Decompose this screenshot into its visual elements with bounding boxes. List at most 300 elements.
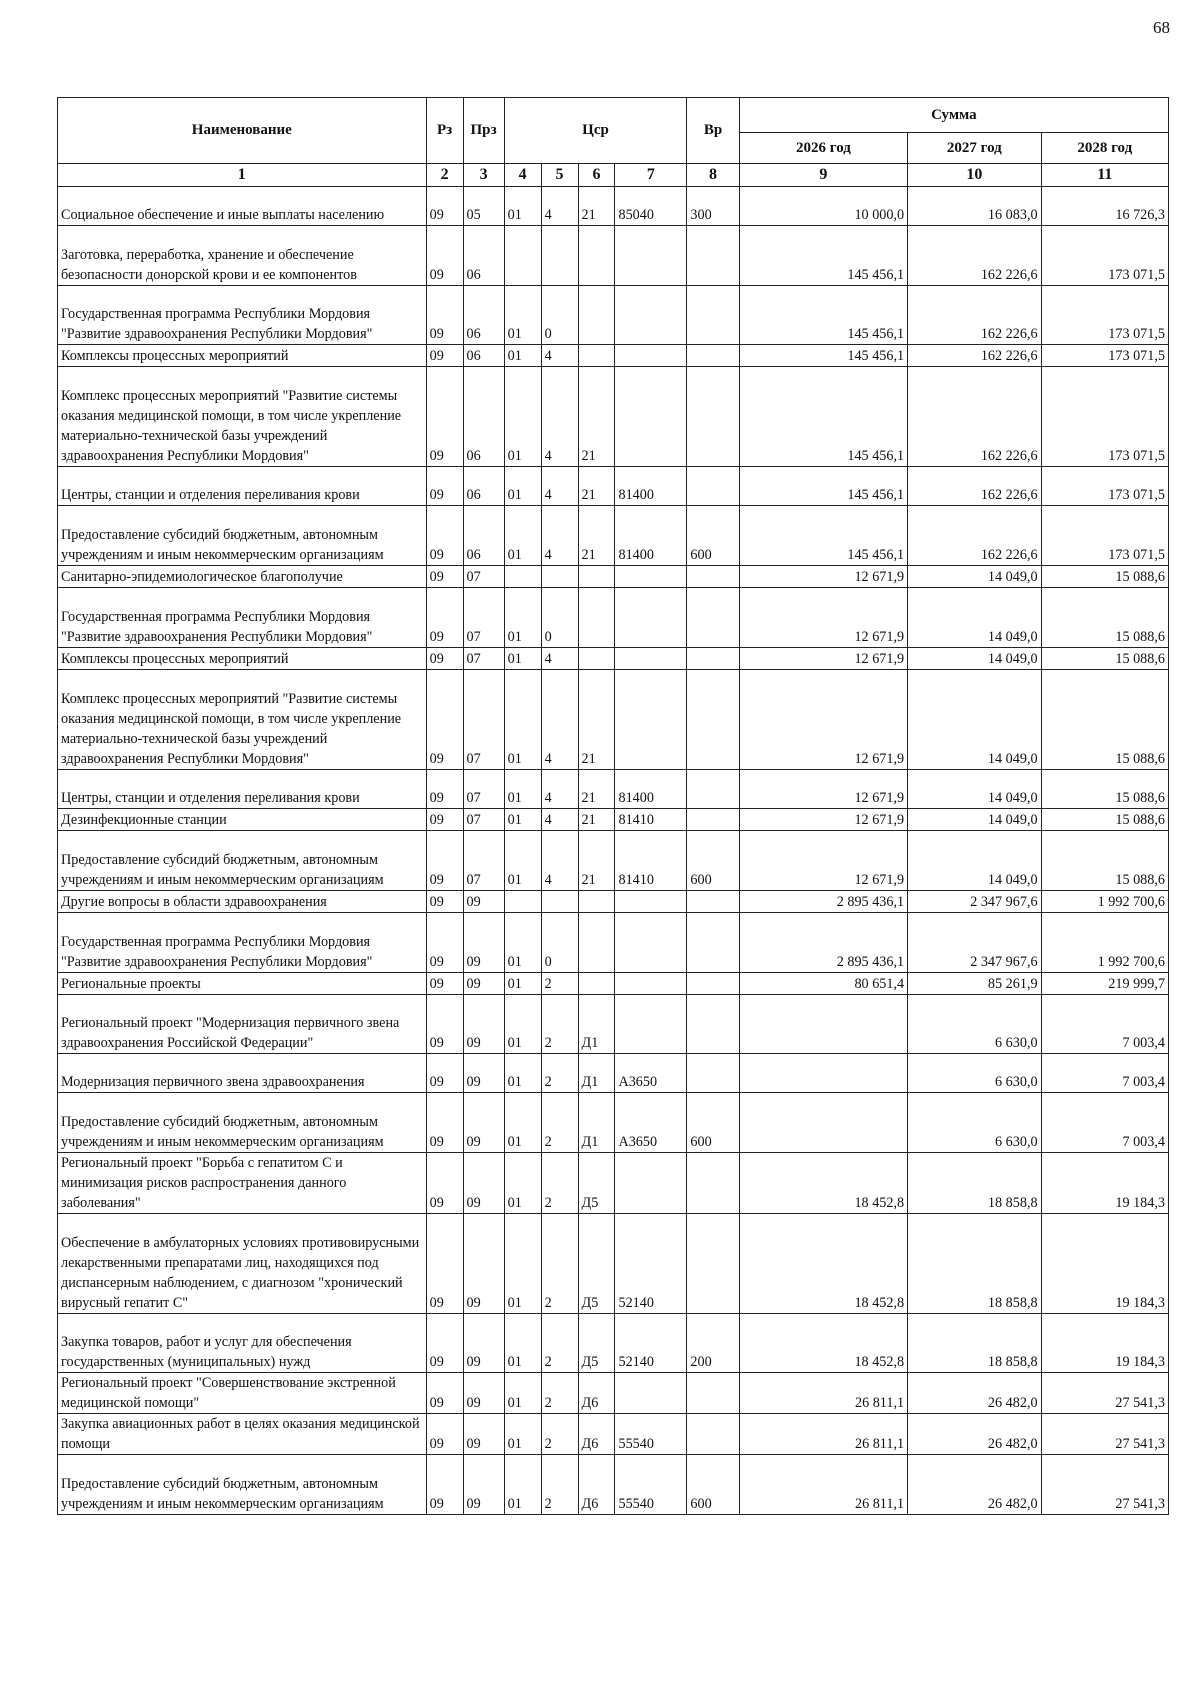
row-amount: 7 003,4 <box>1041 1093 1168 1153</box>
row-code <box>687 995 739 1054</box>
row-amount: 14 049,0 <box>908 566 1041 588</box>
row-code: 52140 <box>615 1314 687 1373</box>
row-amount: 10 000,0 <box>739 187 907 226</box>
row-amount: 14 049,0 <box>908 588 1041 648</box>
row-code <box>578 286 615 345</box>
header-vr: Вр <box>687 98 739 164</box>
row-code <box>687 1214 739 1314</box>
row-code: 81410 <box>615 831 687 891</box>
table-row <box>58 913 1169 973</box>
row-amount <box>739 995 907 1054</box>
row-code: 21 <box>578 187 615 226</box>
row-code <box>687 891 739 913</box>
table-row <box>58 286 1169 345</box>
row-amount: 162 226,6 <box>908 286 1041 345</box>
row-code <box>578 891 615 913</box>
row-code: 09 <box>426 1414 463 1455</box>
row-amount: 14 049,0 <box>908 770 1041 809</box>
row-code: Д1 <box>578 1093 615 1153</box>
header-name: Наименование <box>58 98 427 164</box>
row-code: 09 <box>426 588 463 648</box>
row-code: 06 <box>463 286 504 345</box>
row-amount: 173 071,5 <box>1041 345 1168 367</box>
row-code: 09 <box>426 1373 463 1414</box>
table-row <box>58 467 1169 506</box>
column-number: 2 <box>426 164 463 187</box>
row-code <box>504 566 541 588</box>
row-code <box>687 367 739 467</box>
row-code <box>615 226 687 286</box>
row-amount: 2 347 967,6 <box>908 891 1041 913</box>
row-code: 07 <box>463 770 504 809</box>
row-code <box>578 566 615 588</box>
row-code <box>578 345 615 367</box>
row-code <box>615 913 687 973</box>
row-amount: 12 671,9 <box>739 566 907 588</box>
row-amount: 15 088,6 <box>1041 588 1168 648</box>
row-code: 21 <box>578 831 615 891</box>
row-code: Д6 <box>578 1455 615 1515</box>
row-name: Комплекс процессных мероприятий "Развитие системы оказания медицинской помощи, в том числе укрепление материально-технической базы учреждений здравоохранения Республики Мордовия" <box>58 367 427 467</box>
row-code: 09 <box>463 1093 504 1153</box>
row-code: Д6 <box>578 1373 615 1414</box>
row-amount: 173 071,5 <box>1041 506 1168 566</box>
row-code: 4 <box>541 809 578 831</box>
row-amount: 80 651,4 <box>739 973 907 995</box>
row-code: 07 <box>463 588 504 648</box>
row-amount: 162 226,6 <box>908 506 1041 566</box>
row-amount: 19 184,3 <box>1041 1314 1168 1373</box>
row-code: 2 <box>541 995 578 1054</box>
row-code: 09 <box>426 831 463 891</box>
row-name: Региональные проекты <box>58 973 427 995</box>
table-row <box>58 345 1169 367</box>
row-code: 09 <box>426 467 463 506</box>
table-row <box>58 770 1169 809</box>
row-code: 09 <box>463 1054 504 1093</box>
row-code <box>615 995 687 1054</box>
row-code: 01 <box>504 1054 541 1093</box>
row-amount: 6 630,0 <box>908 1054 1041 1093</box>
row-amount: 18 452,8 <box>739 1153 907 1214</box>
row-code: 01 <box>504 1093 541 1153</box>
row-amount: 1 992 700,6 <box>1041 891 1168 913</box>
row-code: 09 <box>426 226 463 286</box>
row-amount: 15 088,6 <box>1041 809 1168 831</box>
row-code: 600 <box>687 1455 739 1515</box>
row-code: 01 <box>504 1153 541 1214</box>
row-name: Обеспечение в амбулаторных условиях противовирусными лекарственными препаратами лиц, находящихся под диспансерным наблюдением, с диагнозом "хронический вирусный гепатит С" <box>58 1214 427 1314</box>
row-code: Д1 <box>578 1054 615 1093</box>
row-code <box>615 891 687 913</box>
row-code <box>615 588 687 648</box>
row-amount: 16 083,0 <box>908 187 1041 226</box>
row-code: 09 <box>426 648 463 670</box>
row-amount: 18 452,8 <box>739 1214 907 1314</box>
row-name: Государственная программа Республики Мордовия "Развитие здравоохранения Республики Мордовия" <box>58 913 427 973</box>
row-code: 09 <box>426 770 463 809</box>
row-code: 09 <box>426 566 463 588</box>
table-row <box>58 995 1169 1054</box>
row-code: 21 <box>578 467 615 506</box>
row-code <box>578 648 615 670</box>
table-body <box>58 187 1169 1515</box>
row-amount: 1 992 700,6 <box>1041 913 1168 973</box>
row-code <box>578 973 615 995</box>
row-code: 81400 <box>615 467 687 506</box>
row-code: 09 <box>463 913 504 973</box>
row-code: 09 <box>463 1455 504 1515</box>
row-code: 01 <box>504 286 541 345</box>
row-code: 09 <box>426 913 463 973</box>
row-code: 07 <box>463 648 504 670</box>
row-code: 4 <box>541 648 578 670</box>
row-code: 01 <box>504 588 541 648</box>
row-code: 2 <box>541 1373 578 1414</box>
row-amount: 19 184,3 <box>1041 1153 1168 1214</box>
row-code: 09 <box>426 1314 463 1373</box>
row-amount: 173 071,5 <box>1041 226 1168 286</box>
header-prz: Прз <box>463 98 504 164</box>
row-amount: 2 347 967,6 <box>908 913 1041 973</box>
table-row <box>58 809 1169 831</box>
row-code: 81400 <box>615 506 687 566</box>
row-code <box>615 648 687 670</box>
row-code: 81400 <box>615 770 687 809</box>
row-amount: 173 071,5 <box>1041 467 1168 506</box>
row-code: 09 <box>426 973 463 995</box>
row-code: 600 <box>687 1093 739 1153</box>
row-amount: 12 671,9 <box>739 831 907 891</box>
row-code <box>615 670 687 770</box>
row-amount: 145 456,1 <box>739 467 907 506</box>
row-code: 09 <box>426 1054 463 1093</box>
row-amount: 145 456,1 <box>739 367 907 467</box>
row-code: 4 <box>541 770 578 809</box>
row-code: 01 <box>504 1373 541 1414</box>
row-code: 01 <box>504 1455 541 1515</box>
row-name: Государственная программа Республики Мордовия "Развитие здравоохранения Республики Мордовия" <box>58 286 427 345</box>
row-code: 2 <box>541 973 578 995</box>
row-code <box>687 467 739 506</box>
column-number: 6 <box>578 164 615 187</box>
row-name: Закупка товаров, работ и услуг для обеспечения государственных (муниципальных) нужд <box>58 1314 427 1373</box>
row-amount: 27 541,3 <box>1041 1373 1168 1414</box>
row-name: Предоставление субсидий бюджетным, автономным учреждениям и иным некоммерческим организациям <box>58 1093 427 1153</box>
row-code <box>687 345 739 367</box>
row-amount: 12 671,9 <box>739 588 907 648</box>
row-code: 01 <box>504 367 541 467</box>
row-code <box>687 226 739 286</box>
table-row <box>58 566 1169 588</box>
row-amount: 145 456,1 <box>739 286 907 345</box>
row-code: 2 <box>541 1314 578 1373</box>
row-code <box>687 809 739 831</box>
row-code: 4 <box>541 467 578 506</box>
table-row <box>58 670 1169 770</box>
table-row <box>58 973 1169 995</box>
row-code: Д5 <box>578 1214 615 1314</box>
row-code: 300 <box>687 187 739 226</box>
row-code: 4 <box>541 187 578 226</box>
table-row <box>58 506 1169 566</box>
row-code: 4 <box>541 345 578 367</box>
row-code: 07 <box>463 809 504 831</box>
row-code <box>615 286 687 345</box>
row-code: 01 <box>504 1414 541 1455</box>
row-amount: 14 049,0 <box>908 831 1041 891</box>
row-code: 09 <box>463 1373 504 1414</box>
row-code: 21 <box>578 506 615 566</box>
row-code: 600 <box>687 506 739 566</box>
row-amount: 7 003,4 <box>1041 995 1168 1054</box>
row-code: 07 <box>463 670 504 770</box>
row-name: Другие вопросы в области здравоохранения <box>58 891 427 913</box>
row-code: 09 <box>463 1153 504 1214</box>
table-header <box>58 98 1169 187</box>
row-code <box>615 566 687 588</box>
row-code: 09 <box>426 506 463 566</box>
row-code: 01 <box>504 506 541 566</box>
row-code: 0 <box>541 286 578 345</box>
row-code: 0 <box>541 913 578 973</box>
row-code <box>541 891 578 913</box>
row-amount: 219 999,7 <box>1041 973 1168 995</box>
row-code: 09 <box>463 1414 504 1455</box>
row-code <box>687 1414 739 1455</box>
page-number: 68 <box>1153 18 1170 37</box>
row-code: 52140 <box>615 1214 687 1314</box>
row-code: 600 <box>687 831 739 891</box>
row-amount: 162 226,6 <box>908 226 1041 286</box>
row-code: 09 <box>463 995 504 1054</box>
row-code: 09 <box>426 367 463 467</box>
row-code <box>687 913 739 973</box>
table-row <box>58 891 1169 913</box>
row-code: 09 <box>463 973 504 995</box>
row-code: 09 <box>463 1314 504 1373</box>
row-code: 07 <box>463 566 504 588</box>
row-amount: 12 671,9 <box>739 648 907 670</box>
row-code: 01 <box>504 345 541 367</box>
row-code: 01 <box>504 913 541 973</box>
row-code: 06 <box>463 226 504 286</box>
row-name: Предоставление субсидий бюджетным, автономным учреждениям и иным некоммерческим организациям <box>58 506 427 566</box>
row-amount: 26 811,1 <box>739 1414 907 1455</box>
row-code: 09 <box>426 1093 463 1153</box>
row-code <box>504 226 541 286</box>
row-code <box>615 1153 687 1214</box>
table-row <box>58 831 1169 891</box>
row-amount: 19 184,3 <box>1041 1214 1168 1314</box>
row-name: Региональный проект "Совершенствование экстренной медицинской помощи" <box>58 1373 427 1414</box>
row-name: Государственная программа Республики Мордовия "Развитие здравоохранения Республики Мордовия" <box>58 588 427 648</box>
table-row <box>58 367 1169 467</box>
row-code <box>687 588 739 648</box>
row-code: 4 <box>541 831 578 891</box>
row-amount: 173 071,5 <box>1041 367 1168 467</box>
row-amount: 145 456,1 <box>739 226 907 286</box>
row-code <box>578 588 615 648</box>
row-code: 200 <box>687 1314 739 1373</box>
row-code: 09 <box>426 1455 463 1515</box>
row-code: 55540 <box>615 1455 687 1515</box>
table-row <box>58 187 1169 226</box>
row-amount: 6 630,0 <box>908 1093 1041 1153</box>
row-amount: 162 226,6 <box>908 345 1041 367</box>
row-name: Социальное обеспечение и иные выплаты населению <box>58 187 427 226</box>
row-code: 0 <box>541 588 578 648</box>
row-code <box>687 566 739 588</box>
row-name: Предоставление субсидий бюджетным, автономным учреждениям и иным некоммерческим организациям <box>58 1455 427 1515</box>
row-amount: 18 858,8 <box>908 1314 1041 1373</box>
row-code: 4 <box>541 670 578 770</box>
row-code: 01 <box>504 809 541 831</box>
row-code: 09 <box>463 891 504 913</box>
row-name: Дезинфекционные станции <box>58 809 427 831</box>
table-row <box>58 1214 1169 1314</box>
row-amount: 145 456,1 <box>739 345 907 367</box>
row-name: Предоставление субсидий бюджетным, автономным учреждениям и иным некоммерческим организациям <box>58 831 427 891</box>
row-code: 06 <box>463 367 504 467</box>
row-code: 09 <box>426 670 463 770</box>
column-number: 3 <box>463 164 504 187</box>
row-name: Центры, станции и отделения переливания крови <box>58 770 427 809</box>
column-number: 1 <box>58 164 427 187</box>
column-number: 7 <box>615 164 687 187</box>
row-code: Д6 <box>578 1414 615 1455</box>
row-code: 4 <box>541 367 578 467</box>
row-code: 09 <box>426 286 463 345</box>
table-row <box>58 1373 1169 1414</box>
row-amount: 12 671,9 <box>739 809 907 831</box>
row-amount: 162 226,6 <box>908 467 1041 506</box>
row-amount: 145 456,1 <box>739 506 907 566</box>
row-amount: 7 003,4 <box>1041 1054 1168 1093</box>
row-code <box>687 1153 739 1214</box>
row-code: Д1 <box>578 995 615 1054</box>
row-code <box>615 973 687 995</box>
header-year-2027: 2027 год <box>908 133 1041 164</box>
row-amount: 18 858,8 <box>908 1214 1041 1314</box>
row-amount: 12 671,9 <box>739 770 907 809</box>
row-code: А3650 <box>615 1093 687 1153</box>
row-code: 09 <box>426 891 463 913</box>
row-code: Д5 <box>578 1153 615 1214</box>
row-amount: 26 482,0 <box>908 1455 1041 1515</box>
row-name: Закупка авиационных работ в целях оказания медицинской помощи <box>58 1414 427 1455</box>
row-code: 09 <box>463 1214 504 1314</box>
row-amount: 18 452,8 <box>739 1314 907 1373</box>
column-number: 4 <box>504 164 541 187</box>
row-code <box>615 345 687 367</box>
row-amount: 26 811,1 <box>739 1455 907 1515</box>
row-amount: 6 630,0 <box>908 995 1041 1054</box>
table-row <box>58 1054 1169 1093</box>
row-amount: 18 858,8 <box>908 1153 1041 1214</box>
row-amount: 27 541,3 <box>1041 1455 1168 1515</box>
row-code <box>687 648 739 670</box>
row-code <box>615 1373 687 1414</box>
row-code: 21 <box>578 367 615 467</box>
row-code: 06 <box>463 506 504 566</box>
row-code: 09 <box>426 995 463 1054</box>
row-code <box>541 566 578 588</box>
column-number: 8 <box>687 164 739 187</box>
row-code <box>687 1054 739 1093</box>
row-code <box>615 367 687 467</box>
table-row <box>58 1153 1169 1214</box>
row-amount <box>739 1054 907 1093</box>
header-year-2028: 2028 год <box>1041 133 1168 164</box>
row-name: Центры, станции и отделения переливания крови <box>58 467 427 506</box>
row-amount: 14 049,0 <box>908 809 1041 831</box>
row-name: Заготовка, переработка, хранение и обеспечение безопасности донорской крови и ее компонентов <box>58 226 427 286</box>
table-row <box>58 1414 1169 1455</box>
header-csr: Цср <box>504 98 687 164</box>
row-code: 85040 <box>615 187 687 226</box>
row-name: Санитарно-эпидемиологическое благополучие <box>58 566 427 588</box>
row-name: Комплексы процессных мероприятий <box>58 648 427 670</box>
column-number: 11 <box>1041 164 1168 187</box>
row-name: Региональный проект "Модернизация первичного звена здравоохранения Российской Федерации" <box>58 995 427 1054</box>
column-number: 9 <box>739 164 907 187</box>
row-code: 01 <box>504 1314 541 1373</box>
table-row <box>58 588 1169 648</box>
row-code: 2 <box>541 1093 578 1153</box>
row-code: А3650 <box>615 1054 687 1093</box>
header-sum: Сумма <box>739 98 1168 133</box>
row-code <box>687 1373 739 1414</box>
row-amount: 173 071,5 <box>1041 286 1168 345</box>
row-code: 2 <box>541 1455 578 1515</box>
column-number: 10 <box>908 164 1041 187</box>
row-code: 2 <box>541 1414 578 1455</box>
row-amount: 2 895 436,1 <box>739 891 907 913</box>
column-number: 5 <box>541 164 578 187</box>
row-code <box>541 226 578 286</box>
row-code: 07 <box>463 831 504 891</box>
row-code: 21 <box>578 809 615 831</box>
row-code: 09 <box>426 187 463 226</box>
row-code <box>687 286 739 345</box>
row-code: 2 <box>541 1054 578 1093</box>
table-row <box>58 1093 1169 1153</box>
row-name: Комплекс процессных мероприятий "Развитие системы оказания медицинской помощи, в том числе укрепление материально-технической базы учреждений здравоохранения Республики Мордовия" <box>58 670 427 770</box>
row-code: 09 <box>426 1153 463 1214</box>
row-amount: 15 088,6 <box>1041 770 1168 809</box>
row-amount <box>739 1093 907 1153</box>
row-code: 01 <box>504 648 541 670</box>
row-code <box>504 891 541 913</box>
row-code: 01 <box>504 187 541 226</box>
row-amount: 2 895 436,1 <box>739 913 907 973</box>
row-amount: 15 088,6 <box>1041 670 1168 770</box>
row-code: 4 <box>541 506 578 566</box>
row-code: 81410 <box>615 809 687 831</box>
row-amount: 15 088,6 <box>1041 831 1168 891</box>
row-code <box>578 913 615 973</box>
row-name: Региональный проект "Борьба с гепатитом С и минимизация рисков распространения данного заболевания" <box>58 1153 427 1214</box>
row-name: Комплексы процессных мероприятий <box>58 345 427 367</box>
row-code: 09 <box>426 345 463 367</box>
row-code: 55540 <box>615 1414 687 1455</box>
row-amount: 26 482,0 <box>908 1414 1041 1455</box>
row-amount: 16 726,3 <box>1041 187 1168 226</box>
header-year-2026: 2026 год <box>739 133 907 164</box>
row-amount: 14 049,0 <box>908 648 1041 670</box>
row-code: 06 <box>463 345 504 367</box>
